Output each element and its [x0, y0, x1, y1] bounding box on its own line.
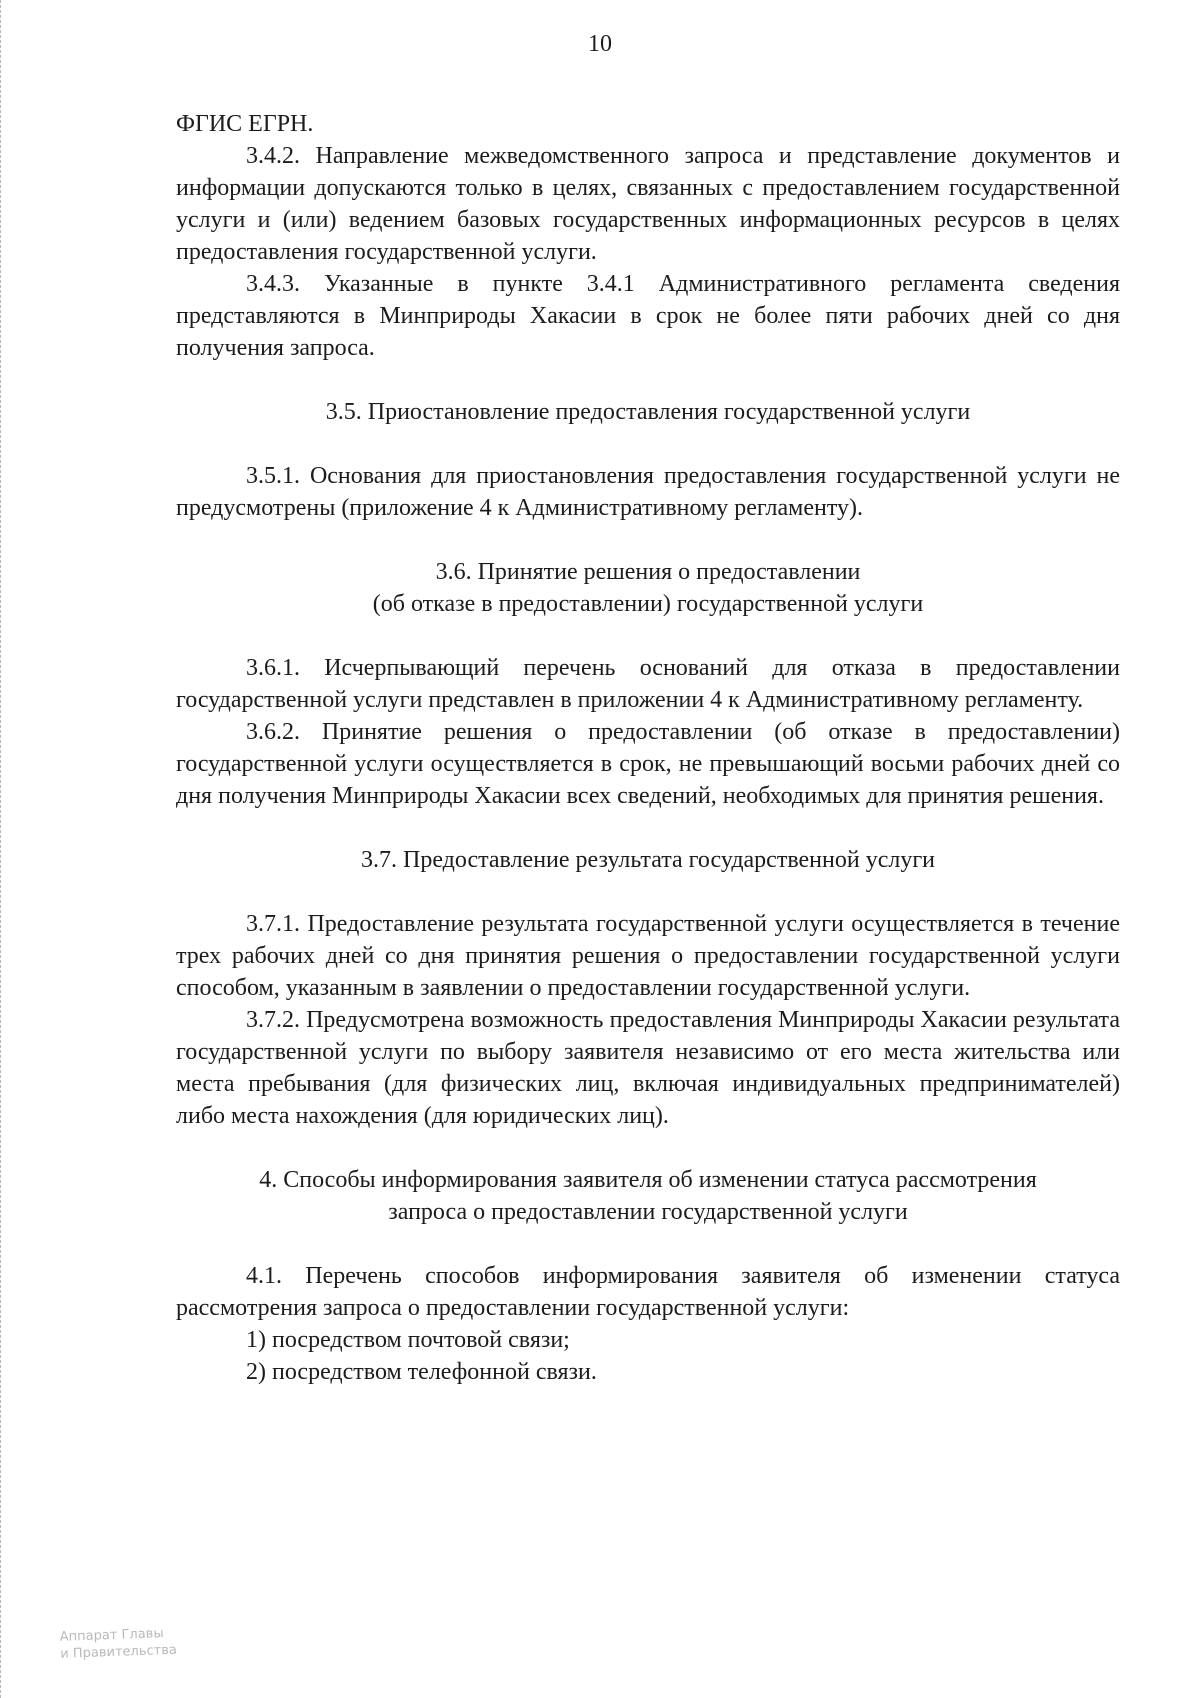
paragraph-3-7-2: 3.7.2. Предусмотрена возможность предоставления Минприроды Хакасии результата государственной услуги по выбору заявителя независимо от его места жительства или места пребывания (для физических лиц, включая индивидуальных предпринимателей) либо места нахождения (для юридических лиц).	[176, 1007, 1120, 1129]
section-heading-4	[176, 1164, 1120, 1228]
list-item: 1) посредством почтовой связи;	[246, 1327, 570, 1353]
paragraph-4-1: 4.1. Перечень способов информирования заявителя об изменении статуса рассмотрения запроса о предоставлении государственной услуги:	[176, 1263, 1120, 1321]
paragraph-3-7-1: 3.7.1. Предоставление результата государственной услуги осуществляется в течение трех рабочих дней со дня принятия решения о предоставлении государственной услуги способом, указанным в заявлении о предоставлении государственной услуги.	[176, 911, 1120, 1001]
section-heading-3-6	[176, 556, 1120, 620]
section-heading-3-5: 3.5. Приостановление предоставления государственной услуги	[325, 399, 971, 425]
stamp-line-2: и Правительства	[60, 1642, 178, 1662]
paragraph-3-4-2: 3.4.2. Направление межведомственного запроса и представление документов и информации допускаются только в целях, связанных с предоставлением государственной услуги и (или) ведением базовых государственных информационных ресурсов в целях предоставления государственной услуги.	[176, 143, 1120, 265]
list-item: 2) посредством телефонной связи.	[246, 1359, 597, 1385]
section-heading-4-line1: 4. Способы информирования заявителя об изменении статуса рассмотрения	[259, 1167, 1037, 1193]
page-number: 10	[588, 31, 612, 57]
paragraph-3-6-2: 3.6.2. Принятие решения о предоставлении (об отказе в предоставлении) государственной услуги осуществляется в срок, не превышающий восьми рабочих дней со дня получения Минприроды Хакасии всех сведений, необходимых для принятия решения.	[176, 719, 1120, 809]
paragraph-3-5-1: 3.5.1. Основания для приостановления предоставления государственной услуги не предусмотрены (приложение 4 к Административному регламенту).	[176, 463, 1120, 521]
paragraph-fgis: ФГИС ЕГРН.	[176, 111, 314, 137]
paragraph-3-6-1: 3.6.1. Исчерпывающий перечень оснований для отказа в предоставлении государственной услуги представлен в приложении 4 к Административному регламенту.	[176, 655, 1120, 713]
document-body	[176, 108, 1120, 1388]
section-heading-3-6-line2: (об отказе в предоставлении) государственной услуги	[372, 591, 924, 617]
section-heading-3-6-line1: 3.6. Принятие решения о предоставлении	[435, 559, 861, 585]
faded-stamp	[59, 1623, 220, 1663]
paragraph-3-4-3: 3.4.3. Указанные в пункте 3.4.1 Административного регламента сведения представляются в Минприроды Хакасии в срок не более пяти рабочих дней со дня получения запроса.	[176, 271, 1120, 361]
scan-left-edge	[0, 0, 5, 1698]
stamp-line-1: Аппарат Главы	[59, 1626, 164, 1645]
section-heading-4-line2: запроса о предоставлении государственной услуги	[388, 1199, 908, 1225]
section-heading-3-7: 3.7. Предоставление результата государственной услуги	[360, 847, 936, 873]
